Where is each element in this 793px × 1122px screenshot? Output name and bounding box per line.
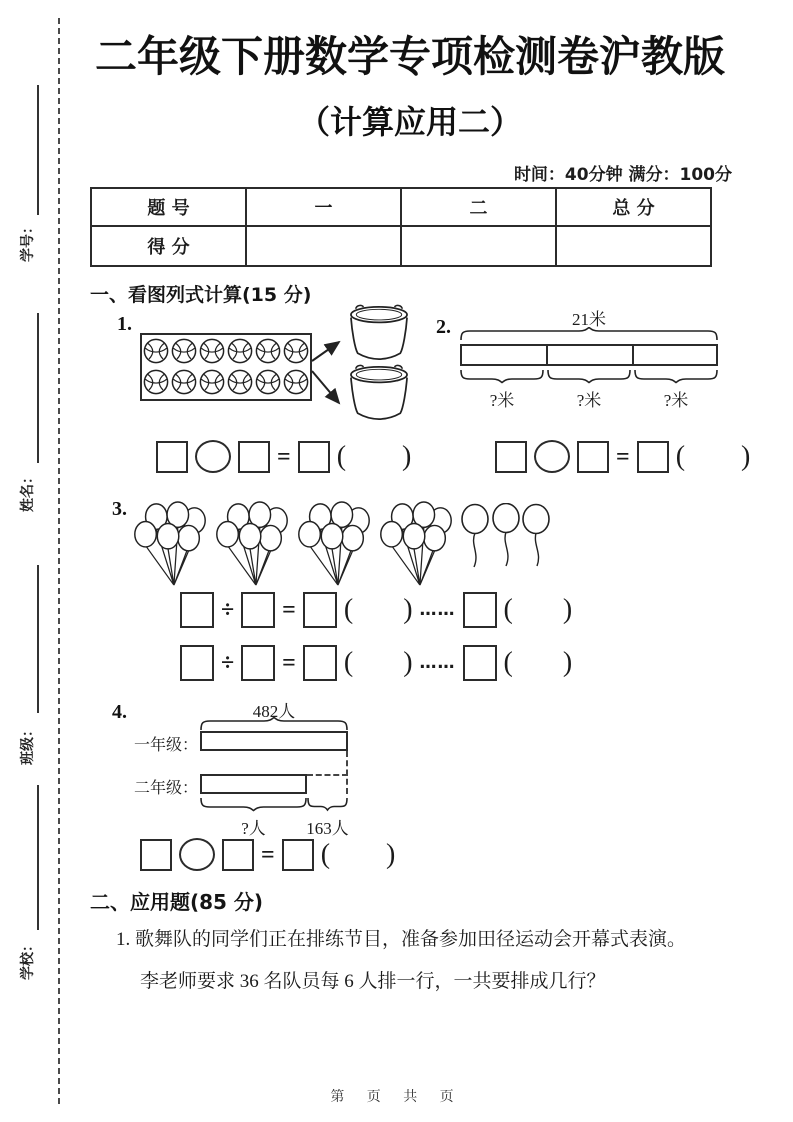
balloon-bunch bbox=[212, 500, 292, 588]
q4-grade2-label: 二年级： bbox=[133, 780, 198, 797]
page-subtitle: （计算应用二） bbox=[297, 103, 522, 141]
balloon-bunch bbox=[130, 500, 210, 588]
open-paren: ( bbox=[336, 440, 347, 472]
equals-sign: = bbox=[282, 650, 296, 676]
student-no-label: 学号： bbox=[20, 220, 36, 262]
q3-number: 3. bbox=[112, 498, 127, 520]
q3a-dividend-box[interactable] bbox=[180, 592, 214, 628]
score-table-row-label: 得 分 bbox=[91, 226, 246, 266]
divide-sign: ÷ bbox=[221, 650, 235, 676]
q2-result-box[interactable] bbox=[637, 441, 669, 473]
q2-bar-tick bbox=[632, 346, 634, 364]
q4-operand1-box[interactable] bbox=[140, 839, 172, 871]
q3a-divisor-box[interactable] bbox=[241, 592, 275, 628]
score-table bbox=[90, 187, 712, 267]
close-paren: ) bbox=[562, 647, 573, 678]
q4-grade1-label: 一年级： bbox=[133, 737, 198, 754]
q2-total-label: 21米 bbox=[572, 310, 606, 329]
school-label: 学校： bbox=[20, 938, 36, 980]
open-paren: ( bbox=[320, 838, 331, 870]
page-title: 二年级下册数学专项检测卷沪教版 bbox=[94, 32, 725, 81]
q2-part-label-3: ?米 bbox=[663, 391, 689, 410]
problem1-line1: 1. 歌舞队的同学们正在排练节目，准备参加田径运动会开幕式表演。 bbox=[116, 929, 687, 950]
class-label: 班级： bbox=[20, 723, 36, 765]
q2-part-label-1: ?米 bbox=[489, 391, 515, 410]
score-cell-one[interactable] bbox=[246, 226, 401, 266]
open-paren: ( bbox=[343, 647, 354, 678]
close-paren: ) bbox=[403, 594, 413, 625]
q4-operand2-box[interactable] bbox=[222, 839, 254, 871]
q2-top-brace bbox=[460, 327, 718, 341]
q1-result-box[interactable] bbox=[298, 441, 330, 473]
q2-number: 2. bbox=[436, 316, 451, 338]
problem1-line2: 李老师要求 36 名队员每 6 人排一行，一共要排成几行？ bbox=[140, 971, 606, 992]
score-table-header-two: 二 bbox=[401, 188, 556, 226]
score-cell-total[interactable] bbox=[556, 226, 711, 266]
q3b-remainder-box[interactable] bbox=[463, 645, 497, 681]
q3b-divisor-box[interactable] bbox=[241, 645, 275, 681]
equals-sign: = bbox=[616, 443, 630, 470]
score-table-header-total: 总 分 bbox=[556, 188, 711, 226]
q3b-quotient-box[interactable] bbox=[303, 645, 337, 681]
open-paren: ( bbox=[503, 594, 513, 625]
q1-number: 1. bbox=[117, 313, 132, 335]
name-label: 姓名： bbox=[20, 470, 36, 512]
score-table-header-one: 一 bbox=[246, 188, 401, 226]
equals-sign: = bbox=[282, 597, 296, 623]
equals-sign: = bbox=[261, 841, 275, 868]
q2-bar-tick bbox=[546, 346, 548, 364]
class-blank[interactable] bbox=[37, 565, 39, 713]
balloon-bunch bbox=[376, 500, 456, 588]
name-blank[interactable] bbox=[37, 313, 39, 463]
q4-unknown-label: ?人 bbox=[241, 819, 266, 838]
q4-result-box[interactable] bbox=[282, 839, 314, 871]
q3b-dividend-box[interactable] bbox=[180, 645, 214, 681]
close-paren: ) bbox=[562, 594, 573, 625]
close-paren: ) bbox=[741, 440, 751, 472]
basketballs-graphic bbox=[142, 335, 310, 399]
student-no-blank[interactable] bbox=[37, 85, 39, 215]
q4-grade1-bar bbox=[200, 731, 348, 751]
q3-division-template-2 bbox=[180, 645, 572, 681]
close-paren: ) bbox=[402, 440, 412, 472]
q1-operator-circle[interactable] bbox=[195, 440, 231, 473]
q4-bottom-brace-unknown bbox=[200, 798, 307, 812]
q4-bottom-brace-known bbox=[307, 798, 348, 812]
open-paren: ( bbox=[503, 647, 513, 678]
close-paren: ) bbox=[386, 838, 396, 870]
q4-grade2-bar bbox=[200, 774, 307, 794]
q4-equation-template bbox=[140, 838, 395, 871]
section1-heading: 一、看图列式计算(15 分) bbox=[90, 284, 312, 306]
q4-total-label: 482人 bbox=[252, 702, 296, 721]
q4-number: 4. bbox=[112, 701, 127, 723]
q2-bottom-brace-3 bbox=[634, 370, 718, 384]
page-footer: 第 页 共 页 bbox=[330, 1089, 463, 1105]
q2-part-label-2: ?米 bbox=[576, 391, 602, 410]
equals-sign: = bbox=[277, 443, 291, 470]
q4-top-brace bbox=[200, 717, 348, 731]
balloon-bunch bbox=[294, 500, 374, 588]
q1-operand2-box[interactable] bbox=[238, 441, 270, 473]
q2-bottom-brace-1 bbox=[460, 370, 544, 384]
q4-known-label: 163人 bbox=[306, 819, 349, 838]
school-blank[interactable] bbox=[37, 785, 39, 930]
q2-bottom-brace-2 bbox=[547, 370, 631, 384]
q2-operator-circle[interactable] bbox=[534, 440, 570, 473]
section2-heading: 二、应用题(85 分) bbox=[90, 890, 264, 914]
q2-equation-template bbox=[495, 440, 750, 473]
q1-basketball-box bbox=[140, 333, 312, 401]
single-balloons bbox=[460, 503, 552, 571]
q2-operand1-box[interactable] bbox=[495, 441, 527, 473]
binding-dashed-line bbox=[58, 18, 60, 1104]
q3a-remainder-box[interactable] bbox=[463, 592, 497, 628]
score-table-header-qno: 题 号 bbox=[91, 188, 246, 226]
close-paren: ) bbox=[403, 647, 413, 678]
score-cell-two[interactable] bbox=[401, 226, 556, 266]
q3-division-template-1 bbox=[180, 592, 572, 628]
divide-sign: ÷ bbox=[221, 597, 235, 623]
q4-dashed-extension bbox=[307, 774, 348, 776]
q3a-quotient-box[interactable] bbox=[303, 592, 337, 628]
q2-bar bbox=[460, 344, 718, 366]
open-paren: ( bbox=[343, 594, 354, 625]
q2-operand2-box[interactable] bbox=[577, 441, 609, 473]
q1-operand1-box[interactable] bbox=[156, 441, 188, 473]
q1-equation-template bbox=[156, 440, 411, 473]
q1-arrows bbox=[310, 335, 346, 415]
remainder-dots: …… bbox=[419, 600, 456, 620]
q4-dashed-vertical bbox=[346, 751, 348, 794]
bucket-icon bbox=[344, 304, 414, 362]
open-paren: ( bbox=[675, 440, 686, 472]
time-score-meta: 时间：40分钟 满分：100分 bbox=[513, 165, 732, 185]
bucket-icon bbox=[344, 364, 414, 422]
remainder-dots: …… bbox=[419, 653, 456, 673]
q4-operator-circle[interactable] bbox=[179, 838, 215, 871]
